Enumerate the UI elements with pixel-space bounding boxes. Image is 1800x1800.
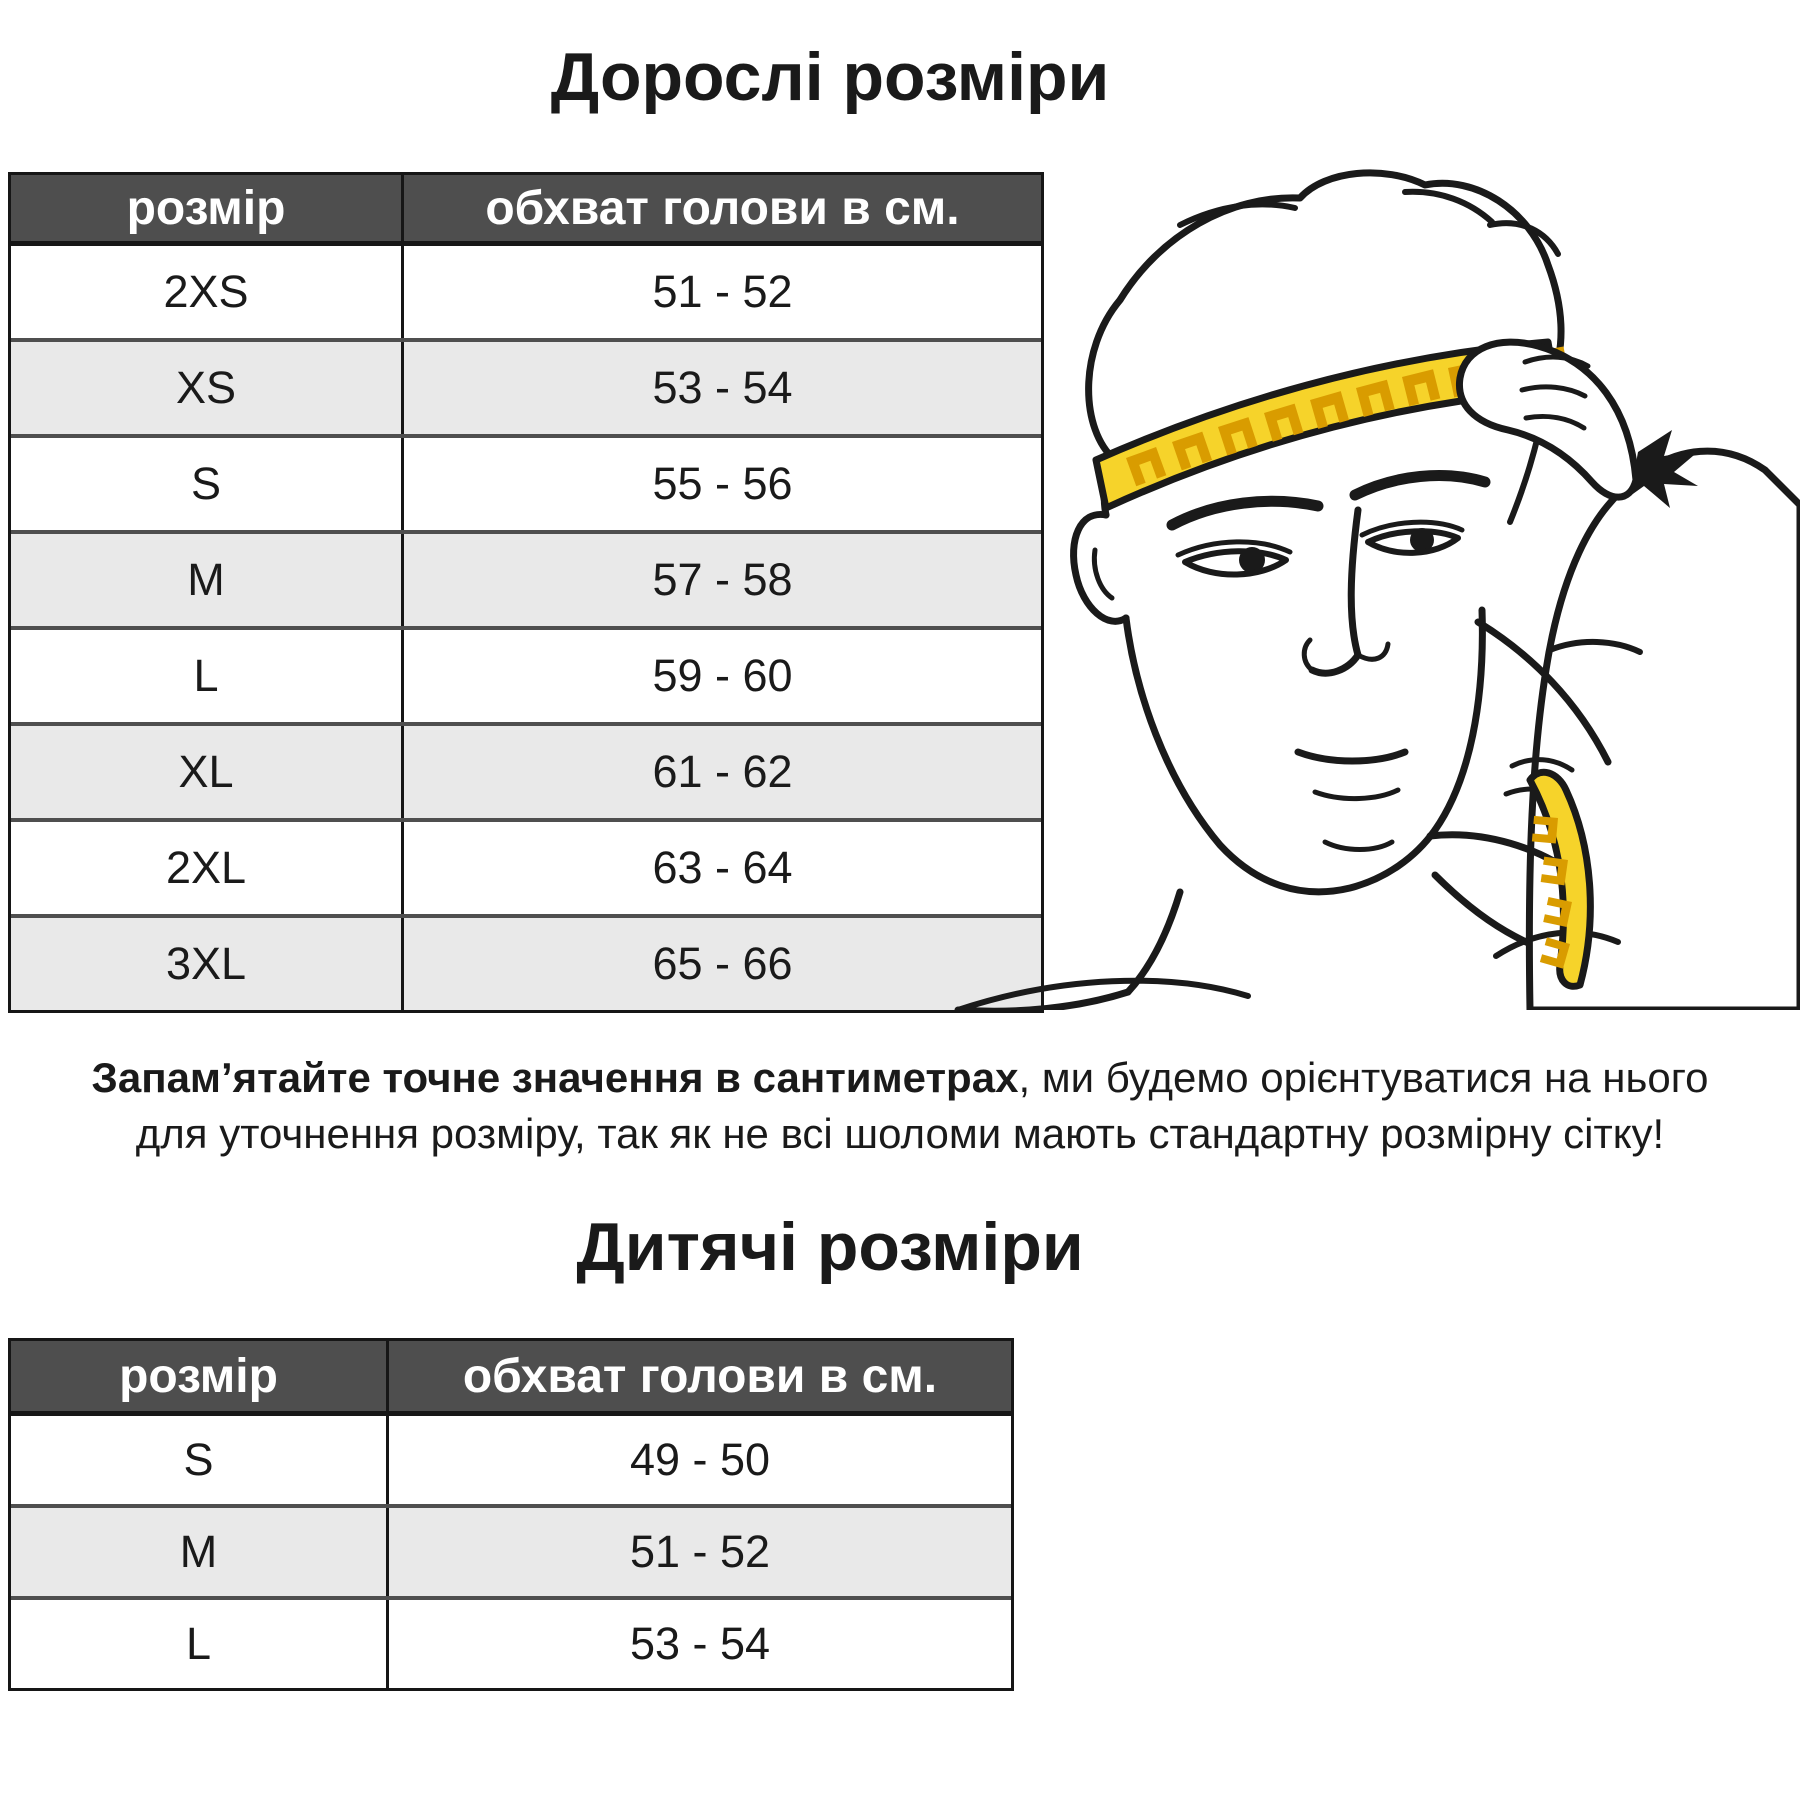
adult-header-size: розмір <box>11 175 404 241</box>
range-cell: 53 - 54 <box>629 1618 771 1669</box>
kids-sizes-title: Дитячі розміри <box>576 1209 1084 1285</box>
range-cell: 65 - 66 <box>652 938 793 989</box>
size-cell: S <box>11 1416 389 1504</box>
range-cell: 57 - 58 <box>652 554 793 605</box>
size-cell: M <box>11 534 404 626</box>
range-cell: 49 - 50 <box>629 1434 771 1485</box>
range-cell: 51 - 52 <box>629 1526 771 1577</box>
range-cell: 55 - 56 <box>652 458 793 509</box>
size-cell: S <box>11 438 404 530</box>
range-cell: 53 - 54 <box>652 362 793 413</box>
table-row <box>11 246 1041 342</box>
note-text <box>0 1050 1800 1162</box>
table-row <box>11 822 1041 918</box>
kids-header-size: розмір <box>11 1341 389 1411</box>
table-row <box>11 918 1041 1010</box>
adult-size-table <box>8 172 1044 1013</box>
size-cell: L <box>11 1600 389 1688</box>
kids-size-table <box>8 1338 1014 1691</box>
table-row <box>11 438 1041 534</box>
kids-header-circumference: обхват голови в см. <box>462 1349 938 1403</box>
size-cell: 2XL <box>11 822 404 914</box>
note-regular-text: , ми будемо орієнтуватися на нього <box>1018 1054 1709 1101</box>
table-row <box>11 1416 1011 1508</box>
kids-table-header <box>11 1341 1011 1416</box>
size-cell: L <box>11 630 404 722</box>
table-row <box>11 1600 1011 1688</box>
adult-sizes-title: Дорослі розміри <box>550 39 1110 115</box>
note-bold-text: Запам’ятайте точне значення в сантиметрах <box>91 1054 1019 1101</box>
table-row <box>11 342 1041 438</box>
adult-header-circumference: обхват голови в см. <box>485 181 960 235</box>
range-cell: 51 - 52 <box>652 266 793 317</box>
size-cell: M <box>11 1508 389 1596</box>
head-measure-illustration <box>930 130 1800 1010</box>
size-cell: 3XL <box>11 918 404 1010</box>
note-line2: для уточнення розміру, так як не всі шоломи мають стандартну розмірну сітку! <box>135 1110 1665 1157</box>
size-cell: 2XS <box>11 246 404 338</box>
range-cell: 61 - 62 <box>652 746 793 797</box>
range-cell: 63 - 64 <box>652 842 793 893</box>
size-cell: XS <box>11 342 404 434</box>
adult-table-header <box>11 175 1041 246</box>
table-row <box>11 726 1041 822</box>
size-cell: XL <box>11 726 404 818</box>
range-cell: 59 - 60 <box>652 650 793 701</box>
table-row <box>11 630 1041 726</box>
table-row <box>11 534 1041 630</box>
table-row <box>11 1508 1011 1600</box>
